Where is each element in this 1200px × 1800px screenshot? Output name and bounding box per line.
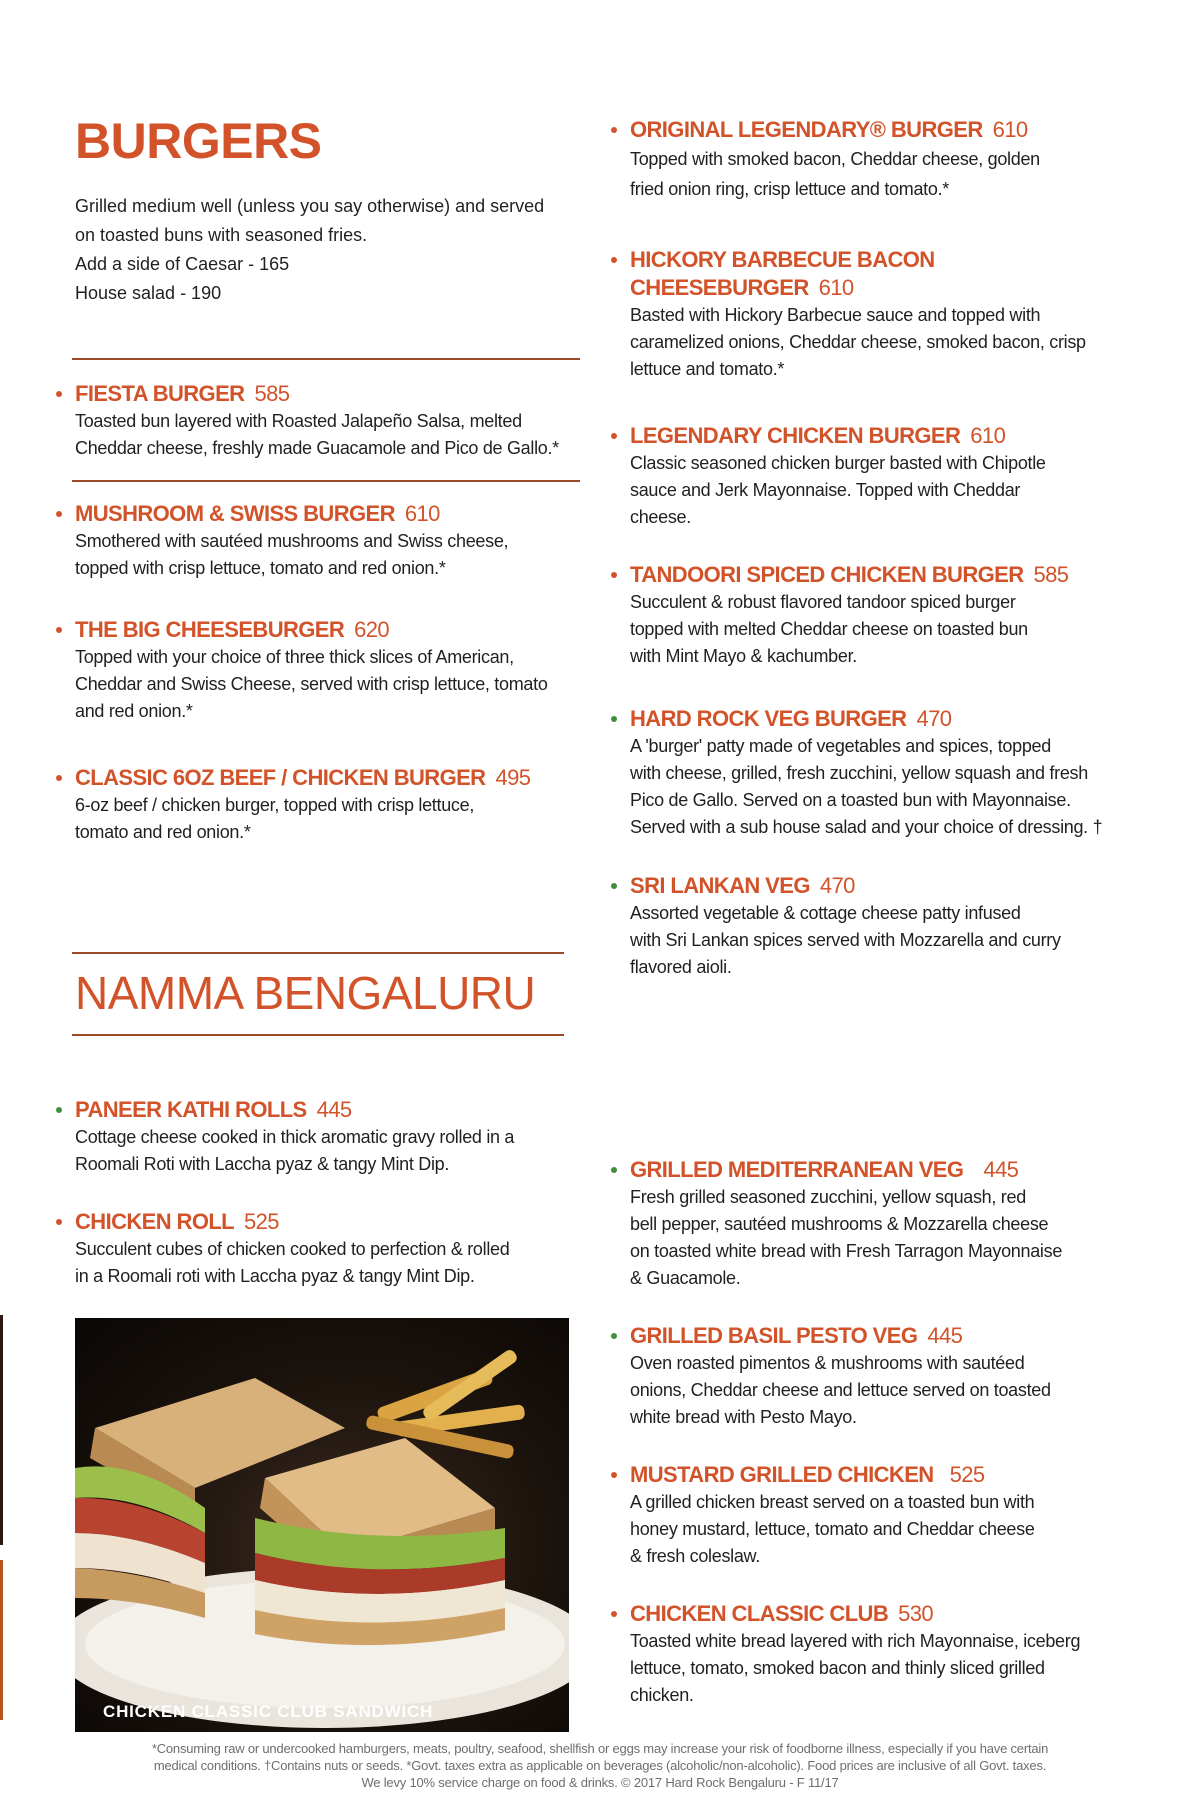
item-desc-line: Topped with smoked bacon, Cheddar cheese, golden: [630, 149, 1040, 169]
footer-disclaimer: [60, 1740, 1140, 1791]
section-divider: [72, 358, 580, 360]
burgers-intro-line: Grilled medium well (unless you say otherwise) and served: [75, 196, 545, 216]
bullet-icon: [56, 1107, 62, 1113]
section-divider: [72, 480, 580, 482]
burgers-intro-line: House salad - 190: [75, 283, 222, 303]
menu-item-legendary-chicken-burger: [630, 422, 1170, 531]
item-name: ORIGINAL LEGENDARY® BURGER: [630, 117, 983, 142]
sandwich-illustration: [75, 1318, 569, 1732]
item-desc-line: white bread with Pesto Mayo.: [630, 1407, 857, 1427]
item-price: 445: [983, 1157, 1019, 1182]
item-desc-line: & fresh coleslaw.: [630, 1546, 760, 1566]
menu-item-hard-rock-veg-burger: [630, 705, 1170, 841]
item-desc-line: Toasted bun layered with Roasted Jalapeño Salsa, melted: [75, 411, 522, 431]
burgers-intro-line: on toasted buns with seasoned fries.: [75, 225, 368, 245]
item-desc-line: fried onion ring, crisp lettuce and tomato.*: [630, 179, 949, 199]
menu-item-chicken-classic-club: [630, 1600, 1170, 1709]
menu-item-hickory-barbecue-bacon-cheeseburger: [630, 246, 1170, 383]
menu-item-sri-lankan-veg: [630, 872, 1170, 981]
bullet-icon: [56, 511, 62, 517]
item-desc-line: Fresh grilled seasoned zucchini, yellow squash, red: [630, 1187, 1026, 1207]
item-name: CHICKEN ROLL: [75, 1209, 235, 1234]
item-name: MUSTARD GRILLED CHICKEN: [630, 1462, 934, 1487]
footer-line: We levy 10% service charge on food & drinks. © 2017 Hard Rock Bengaluru - F 11/17: [361, 1775, 839, 1790]
item-desc-line: caramelized onions, Cheddar cheese, smoked bacon, crisp: [630, 332, 1086, 352]
bullet-icon: [611, 1167, 617, 1173]
item-name-line2: CHEESEBURGER: [630, 275, 809, 300]
item-name: CLASSIC 6OZ BEEF / CHICKEN BURGER: [75, 765, 486, 790]
item-name: THE BIG CHEESEBURGER: [75, 617, 345, 642]
item-price: 445: [927, 1323, 963, 1348]
menu-item-tandoori-spiced-chicken-burger: [630, 561, 1170, 670]
menu-item-big-cheeseburger: [75, 616, 595, 725]
bullet-icon: [611, 883, 617, 889]
item-price: 610: [404, 501, 440, 526]
page-edge-mark: [0, 1560, 3, 1720]
menu-item-grilled-basil-pesto-veg: [630, 1322, 1170, 1431]
item-price: 610: [818, 275, 854, 300]
item-price: 525: [244, 1209, 279, 1234]
item-desc-line: Assorted vegetable & cottage cheese patty infused: [630, 903, 1021, 923]
menu-item-original-legendary-burger: [630, 116, 1170, 204]
bullet-icon: [611, 257, 617, 263]
bullet-icon: [611, 1472, 617, 1478]
footer-line: medical conditions. †Contains nuts or seeds. *Govt. taxes extra as applicable on beverages (alcoholic/non-alcoholic). Food prices are inclusive of all Govt. taxes.: [153, 1758, 1047, 1773]
menu-item-fiesta-burger: [75, 380, 595, 462]
item-desc-line: Cheddar cheese, freshly made Guacamole and Pico de Gallo.*: [75, 438, 559, 458]
item-desc-line: and red onion.*: [75, 701, 193, 721]
bullet-icon: [56, 627, 62, 633]
item-name: MUSHROOM & SWISS BURGER: [75, 501, 395, 526]
item-name: HARD ROCK VEG BURGER: [630, 706, 907, 731]
item-desc-line: Succulent cubes of chicken cooked to perfection & rolled: [75, 1239, 510, 1259]
item-price: 495: [495, 765, 531, 790]
item-desc-line: Cottage cheese cooked in thick aromatic gravy rolled in a: [75, 1127, 515, 1147]
item-name: TANDOORI SPICED CHICKEN BURGER: [630, 562, 1024, 587]
item-desc-line: A grilled chicken breast served on a toasted bun with: [630, 1492, 1035, 1512]
bullet-icon: [611, 1333, 617, 1339]
bullet-icon: [611, 1611, 617, 1617]
item-name: PANEER KATHI ROLLS: [75, 1097, 307, 1122]
menu-item-classic-6oz-burger: [75, 764, 595, 846]
item-price: 620: [354, 617, 390, 642]
item-price: 610: [992, 117, 1028, 142]
bullet-icon: [56, 775, 62, 781]
bullet-icon: [56, 391, 62, 397]
item-name: LEGENDARY CHICKEN BURGER: [630, 423, 961, 448]
item-desc-line: with Mint Mayo & kachumber.: [630, 646, 857, 666]
item-desc-line: sauce and Jerk Mayonnaise. Topped with Cheddar: [630, 480, 1021, 500]
item-name: SRI LANKAN VEG: [630, 873, 810, 898]
item-desc-line: lettuce, tomato, smoked bacon and thinly sliced grilled: [630, 1658, 1045, 1678]
item-desc-line: Smothered with sautéed mushrooms and Swiss cheese,: [75, 531, 509, 551]
item-desc-line: lettuce and tomato.*: [630, 359, 785, 379]
item-desc-line: Roomali Roti with Laccha pyaz & tangy Mint Dip.: [75, 1154, 450, 1174]
item-desc-line: 6-oz beef / chicken burger, topped with crisp lettuce,: [75, 795, 475, 815]
item-desc-line: onions, Cheddar cheese and lettuce served on toasted: [630, 1380, 1051, 1400]
item-price: 525: [949, 1462, 985, 1487]
menu-item-mushroom-swiss-burger: [75, 500, 595, 582]
item-price: 530: [898, 1601, 934, 1626]
item-price: 470: [916, 706, 952, 731]
bullet-icon: [611, 433, 617, 439]
bullet-icon: [611, 572, 617, 578]
footer-line: *Consuming raw or undercooked hamburgers, meats, poultry, seafood, shellfish or eggs may increase your risk of foodborne illness, especially if you have certain: [151, 1741, 1049, 1756]
item-desc-line: Oven roasted pimentos & mushrooms with sautéed: [630, 1353, 1025, 1373]
item-name: HICKORY BARBECUE BACON: [630, 247, 935, 272]
item-price: 610: [970, 423, 1006, 448]
item-desc-line: A 'burger' patty made of vegetables and spices, topped: [630, 736, 1051, 756]
burgers-title: BURGERS: [75, 113, 322, 169]
item-desc-line: Classic seasoned chicken burger basted with Chipotle: [630, 453, 1046, 473]
section-divider: [72, 1034, 564, 1036]
item-name: FIESTA BURGER: [75, 381, 245, 406]
bullet-icon: [611, 716, 617, 722]
item-desc-line: chicken.: [630, 1685, 694, 1705]
item-name: CHICKEN CLASSIC CLUB: [630, 1601, 889, 1626]
menu-item-chicken-roll: [75, 1208, 595, 1290]
menu-item-paneer-kathi-rolls: [75, 1096, 595, 1178]
item-desc-line: with cheese, grilled, fresh zucchini, yellow squash and fresh: [630, 763, 1088, 783]
item-desc-line: Served with a sub house salad and your choice of dressing. †: [630, 817, 1103, 837]
item-desc-line: topped with melted Cheddar cheese on toasted bun: [630, 619, 1028, 639]
item-desc-line: Topped with your choice of three thick slices of American,: [75, 647, 514, 667]
item-desc-line: flavored aioli.: [630, 957, 732, 977]
item-desc-line: topped with crisp lettuce, tomato and red onion.*: [75, 558, 446, 578]
namma-bengaluru-title: NAMMA BENGALURU: [75, 967, 536, 1019]
item-desc-line: Pico de Gallo. Served on a toasted bun with Mayonnaise.: [630, 790, 1071, 810]
burgers-intro-line: Add a side of Caesar - 165: [75, 254, 290, 274]
menu-item-mustard-grilled-chicken: [630, 1461, 1170, 1570]
page-edge-mark: [0, 1315, 3, 1545]
burgers-intro: [75, 192, 575, 308]
section-divider: [72, 952, 564, 954]
item-price: 445: [316, 1097, 352, 1122]
sandwich-photo: [75, 1318, 569, 1732]
bullet-icon: [56, 1219, 62, 1225]
item-desc-line: Basted with Hickory Barbecue sauce and topped with: [630, 305, 1041, 325]
item-desc-line: Succulent & robust flavored tandoor spiced burger: [630, 592, 1016, 612]
item-desc-line: Toasted white bread layered with rich Mayonnaise, iceberg: [630, 1631, 1081, 1651]
photo-caption: CHICKEN CLASSIC CLUB SANDWICH: [103, 1702, 434, 1721]
menu-item-grilled-mediterranean-veg: [630, 1156, 1170, 1292]
item-desc-line: bell pepper, sautéed mushrooms & Mozzarella cheese: [630, 1214, 1049, 1234]
item-desc-line: tomato and red onion.*: [75, 822, 251, 842]
item-desc-line: & Guacamole.: [630, 1268, 741, 1288]
item-desc-line: on toasted white bread with Fresh Tarragon Mayonnaise: [630, 1241, 1063, 1261]
item-desc-line: honey mustard, lettuce, tomato and Cheddar cheese: [630, 1519, 1035, 1539]
item-name: GRILLED MEDITERRANEAN VEG: [630, 1157, 964, 1182]
item-desc-line: with Sri Lankan spices served with Mozzarella and curry: [630, 930, 1061, 950]
item-desc-line: cheese.: [630, 507, 691, 527]
item-price: 585: [254, 381, 290, 406]
item-price: 470: [819, 873, 855, 898]
item-desc-line: Cheddar and Swiss Cheese, served with crisp lettuce, tomato: [75, 674, 548, 694]
bullet-icon: [611, 127, 617, 133]
item-name: GRILLED BASIL PESTO VEG: [630, 1323, 918, 1348]
item-price: 585: [1033, 562, 1069, 587]
burgers-section-header: [75, 112, 575, 308]
item-desc-line: in a Roomali roti with Laccha pyaz & tangy Mint Dip.: [75, 1266, 475, 1286]
